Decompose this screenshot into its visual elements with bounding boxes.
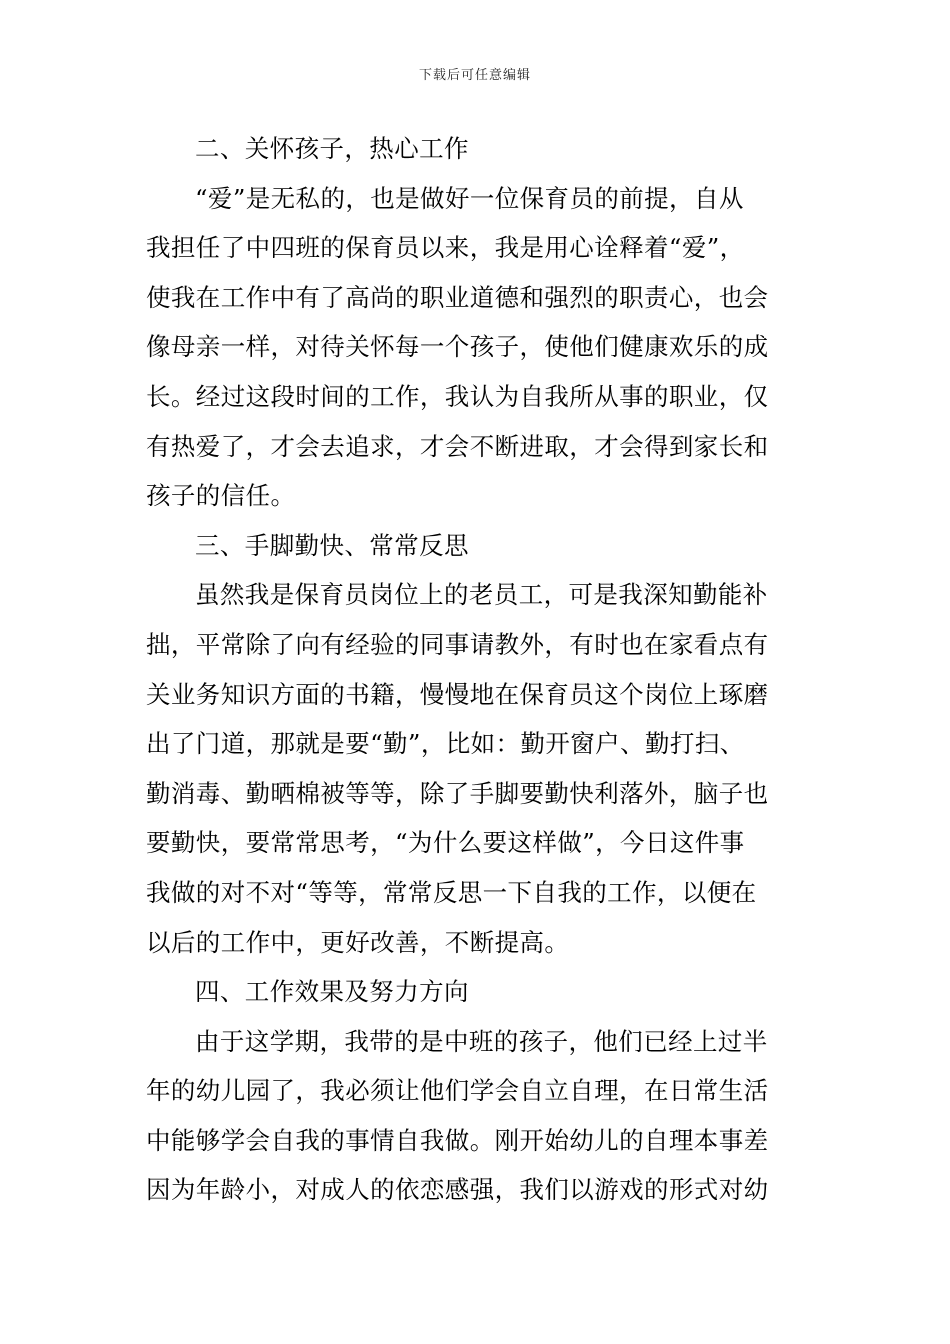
section-heading: 四、工作效果及努力方向: [195, 977, 469, 1007]
paragraph-line: 出了门道，那就是要“勤”，比如：勤开窗户、勤打扫、: [146, 729, 745, 759]
paragraph-line: 因为年龄小，对成人的依恋感强，我们以游戏的形式对幼: [146, 1175, 769, 1205]
section-results: [146, 967, 808, 1215]
paragraph-line: 由于这学期，我带的是中班的孩子，他们已经上过半: [195, 1026, 768, 1056]
section-heading: 二、关怀孩子，热心工作: [195, 134, 469, 163]
section-heading: 三、手脚勤快、常常反思: [195, 530, 469, 560]
paragraph-line: 年的幼儿园了，我必须让他们学会自立自理，在日常生活: [146, 1076, 769, 1106]
document-body: [146, 124, 808, 1215]
paragraph-line: 使我在工作中有了高尚的职业道德和强烈的职责心，也会: [146, 282, 769, 312]
paragraph-line: 像母亲一样，对待关怀每一个孩子，使他们健康欢乐的成: [146, 332, 769, 362]
paragraph-line: 我担任了中四班的保育员以来，我是用心诠释着“爱”，: [146, 233, 745, 263]
paragraph-line: 以后的工作中，更好改善，不断提高。: [146, 927, 570, 957]
paragraph-line: 勤消毒、勤晒棉被等等，除了手脚要勤快利落外，脑子也: [146, 778, 769, 808]
paragraph-line: 拙，平常除了向有经验的同事请教外，有时也在家看点有: [146, 629, 769, 659]
paragraph-line: 要勤快，要常常思考，“为什么要这样做”，今日这件事: [146, 828, 745, 858]
paragraph-line: 虽然我是保育员岗位上的老员工，可是我深知勤能补: [195, 580, 768, 610]
paragraph-line: 关业务知识方面的书籍，慢慢地在保育员这个岗位上琢磨: [146, 679, 769, 709]
paragraph-line: 我做的对不对“等等，常常反思一下自我的工作，以便在: [146, 877, 757, 907]
paragraph-line: 中能够学会自我的事情自我做。刚开始幼儿的自理本事差: [146, 1125, 769, 1155]
section-diligence: [146, 521, 808, 967]
page-header: 下载后可任意编辑: [418, 68, 531, 83]
paragraph-line: 孩子的信任。: [146, 481, 296, 511]
section-care: [146, 124, 808, 521]
paragraph-line: “爱”是无私的，也是做好一位保育员的前提，自从: [195, 183, 744, 213]
paragraph-line: 有热爱了，才会去追求，才会不断进取，才会得到家长和: [146, 431, 769, 461]
paragraph-line: 长。经过这段时间的工作，我认为自我所从事的职业，仅: [146, 381, 769, 411]
